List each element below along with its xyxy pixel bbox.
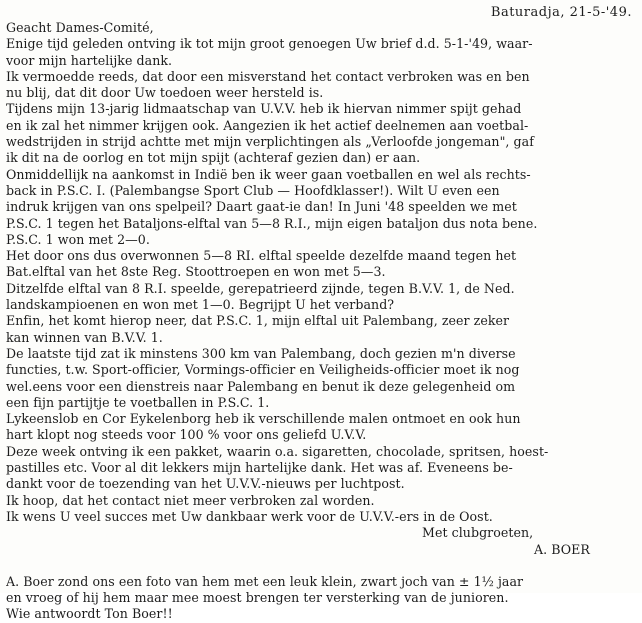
letter-line: hart klopt nog steeds voor 100 % voor ons geliefd U.V.V. (6, 427, 367, 443)
letter-line: voor mijn hartelijke dank. (6, 52, 173, 68)
letter-date: Baturadja, 21-5-'49. (490, 5, 632, 20)
letter-body (6, 20, 636, 623)
letter-line: P.S.C. 1 won met 2—0. (6, 231, 150, 247)
letter-line: Ik hoop, dat het contact niet meer verbroken zal worden. (6, 492, 375, 508)
letter-line: Onmiddellijk na aankomst in Indië ben ik weer gaan voetballen en wel als rechts- (6, 166, 531, 182)
letter-line: Bat.elftal van het 8ste Reg. Stoottroepen en won met 5—3. (6, 264, 386, 280)
letter-line: nu blij, dat dit door Uw toedoen weer hersteld is. (6, 85, 324, 101)
letter-line: een fijn partijtje te voetballen in P.S.C. 1. (6, 394, 270, 410)
letter-line: Enige tijd geleden ontving ik tot mijn groot genoegen Uw brief d.d. 5-1-'49, waar- (6, 36, 533, 52)
letter-line: pastilles etc. Voor al dit lekkers mijn hartelijke dank. Het was af. Eveneens be- (6, 460, 513, 476)
letter-line: Enfin, het komt hierop neer, dat P.S.C. 1, mijn elftal uit Palembang, zeer zeker (6, 313, 510, 329)
letter-line: dankt voor de toezending van het U.V.V.-nieuws per luchtpost. (6, 476, 405, 492)
letter-line: Lykeenslob en Cor Eykelenborg heb ik verschillende malen ontmoet en ook hun (6, 411, 521, 427)
letter-line: kan winnen van B.V.V. 1. (6, 329, 163, 345)
letter-line: wel.eens voor een dienstreis naar Palembang en benut ik deze gelegenheid om (6, 378, 516, 394)
postscript-line: en vroeg of hij hem maar mee moest brengen ter versterking van de junioren. (6, 590, 509, 606)
letter-line: Deze week ontving ik een pakket, waarin o.a. sigaretten, chocolade, spritsen, hoest- (6, 443, 549, 459)
letter-signature: A. BOER (534, 541, 590, 557)
section-gap (6, 558, 636, 574)
letter-line: en ik zal het nimmer krijgen ook. Aangezien ik het actief deelnemen aan voetbal- (6, 117, 529, 133)
letter-line: P.S.C. 1 tegen het Bataljons-elftal van 5—8 R.I., mijn eigen bataljon dus nota bene. (6, 215, 538, 231)
letter-line: Tijdens mijn 13-jarig lidmaatschap van U.V.V. heb ik hiervan nimmer spijt gehad (6, 101, 522, 117)
letter-line: Ditzelfde elftal van 8 R.I. speelde, gerepatrieerd zijnde, tegen B.V.V. 1, de Ned. (6, 280, 515, 296)
letter-line: ik dit na de oorlog en tot mijn spijt (achteraf gezien dan) er aan. (6, 150, 421, 166)
salutation: Geacht Dames-Comité, (6, 20, 154, 35)
letter-line: functies, t.w. Sport-officier, Vormings-officier en Veiligheids-officier moet ik nog (6, 362, 520, 378)
letter-line: landskampioenen en won met 1—0. Begrijpt U het verband? (6, 297, 395, 313)
letter-line: Het door ons dus overwonnen 5—8 RI. elftal speelde dezelfde maand tegen het (6, 248, 517, 264)
letter-line: Ik vermoedde reeds, dat door een misverstand het contact verbroken was en ben (6, 68, 530, 84)
postscript-line: A. Boer zond ons een foto van hem met een leuk klein, zwart joch van ± 1½ jaar (6, 573, 524, 589)
letter-line: back in P.S.C. I. (Palembangse Sport Club — Hoofdklasser!). Wilt U even een (6, 182, 500, 198)
postscript-line: Wie antwoordt Ton Boer!! (6, 606, 173, 622)
letter-line: wedstrijden in strijd achtte met mijn verplichtingen als „Verloofde jongeman", gaf (6, 134, 534, 150)
letter-closing: Met clubgroeten, (422, 525, 534, 541)
letter-line: Ik wens U veel succes met Uw dankbaar werk voor de U.V.V.-ers in de Oost. (6, 508, 493, 524)
letter-line: De laatste tijd zat ik minstens 300 km van Palembang, doch gezien m'n diverse (6, 345, 516, 361)
letter-line: indruk krijgen van ons spelpeil? Daart gaat-ie dan! In Juni '48 speelden we met (6, 199, 517, 215)
